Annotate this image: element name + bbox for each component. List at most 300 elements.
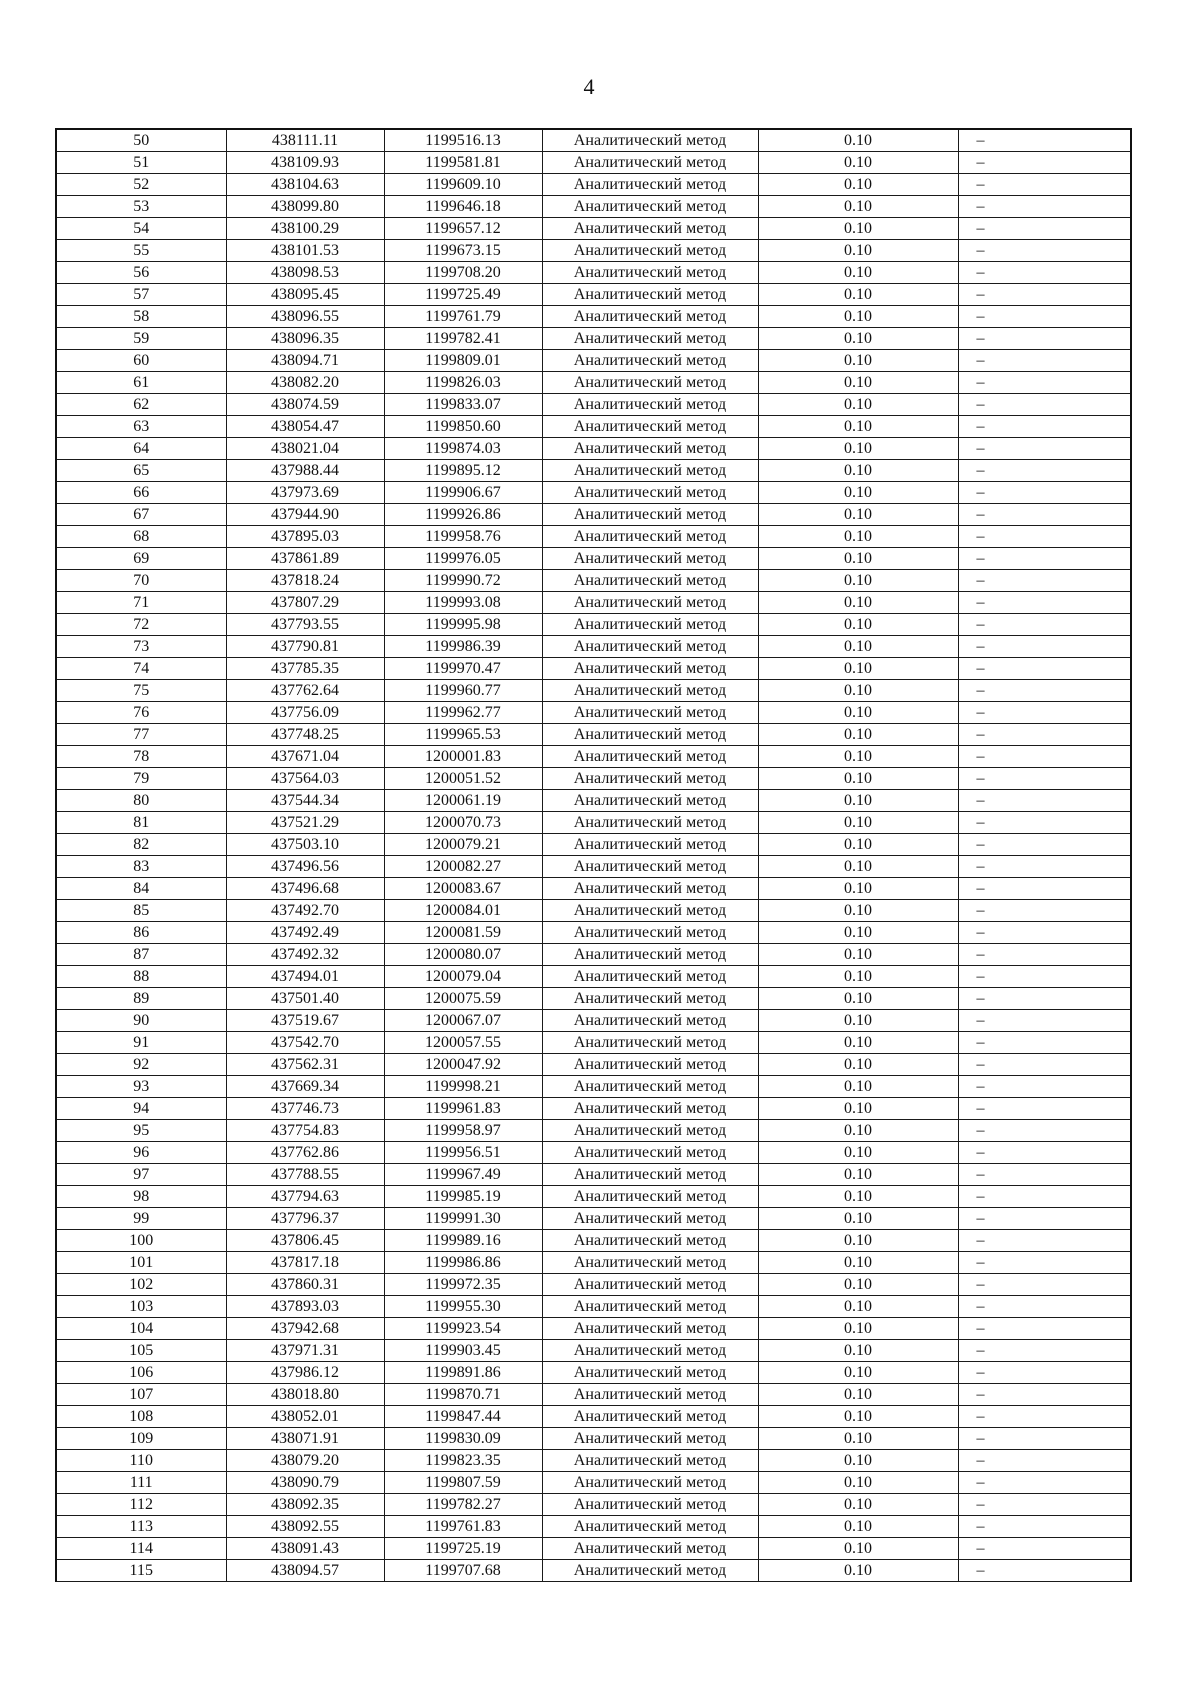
point-number-cell: 106 (56, 1362, 226, 1384)
accuracy-cell: 0.10 (758, 1076, 958, 1098)
y-coordinate-cell: 1200082.27 (384, 856, 542, 878)
note-cell: – (958, 218, 1131, 240)
note-cell: – (958, 1516, 1131, 1538)
x-coordinate-cell: 437521.29 (226, 812, 384, 834)
x-coordinate-cell: 437746.73 (226, 1098, 384, 1120)
note-cell: – (958, 1186, 1131, 1208)
note-cell: – (958, 240, 1131, 262)
x-coordinate-cell: 438074.59 (226, 394, 384, 416)
y-coordinate-cell: 1199995.98 (384, 614, 542, 636)
method-cell: Аналитический метод (542, 1120, 758, 1142)
table-row (56, 746, 1131, 768)
table-row (56, 548, 1131, 570)
table-row (56, 284, 1131, 306)
x-coordinate-cell: 438079.20 (226, 1450, 384, 1472)
x-coordinate-cell: 438094.71 (226, 350, 384, 372)
point-number-cell: 85 (56, 900, 226, 922)
x-coordinate-cell: 438021.04 (226, 438, 384, 460)
note-cell: – (958, 416, 1131, 438)
y-coordinate-cell: 1199958.76 (384, 526, 542, 548)
x-coordinate-cell: 437496.56 (226, 856, 384, 878)
x-coordinate-cell: 437817.18 (226, 1252, 384, 1274)
y-coordinate-cell: 1199961.83 (384, 1098, 542, 1120)
x-coordinate-cell: 437564.03 (226, 768, 384, 790)
note-cell: – (958, 900, 1131, 922)
point-number-cell: 94 (56, 1098, 226, 1120)
x-coordinate-cell: 438109.93 (226, 152, 384, 174)
point-number-cell: 72 (56, 614, 226, 636)
accuracy-cell: 0.10 (758, 1274, 958, 1296)
x-coordinate-cell: 437785.35 (226, 658, 384, 680)
note-cell: – (958, 1450, 1131, 1472)
point-number-cell: 101 (56, 1252, 226, 1274)
point-number-cell: 107 (56, 1384, 226, 1406)
note-cell: – (958, 1560, 1131, 1582)
y-coordinate-cell: 1199956.51 (384, 1142, 542, 1164)
point-number-cell: 56 (56, 262, 226, 284)
x-coordinate-cell: 438090.79 (226, 1472, 384, 1494)
accuracy-cell: 0.10 (758, 790, 958, 812)
y-coordinate-cell: 1199991.30 (384, 1208, 542, 1230)
x-coordinate-cell: 438100.29 (226, 218, 384, 240)
point-number-cell: 59 (56, 328, 226, 350)
x-coordinate-cell: 437756.09 (226, 702, 384, 724)
accuracy-cell: 0.10 (758, 196, 958, 218)
y-coordinate-cell: 1199761.79 (384, 306, 542, 328)
table-row (56, 1428, 1131, 1450)
x-coordinate-cell: 437796.37 (226, 1208, 384, 1230)
accuracy-cell: 0.10 (758, 482, 958, 504)
note-cell: – (958, 129, 1131, 152)
accuracy-cell: 0.10 (758, 240, 958, 262)
point-number-cell: 98 (56, 1186, 226, 1208)
note-cell: – (958, 394, 1131, 416)
point-number-cell: 64 (56, 438, 226, 460)
y-coordinate-cell: 1199986.39 (384, 636, 542, 658)
table-row (56, 1318, 1131, 1340)
table-row (56, 1560, 1131, 1582)
note-cell: – (958, 746, 1131, 768)
accuracy-cell: 0.10 (758, 1560, 958, 1582)
y-coordinate-cell: 1199962.77 (384, 702, 542, 724)
method-cell: Аналитический метод (542, 1098, 758, 1120)
coordinates-table (55, 128, 1132, 1582)
note-cell: – (958, 1472, 1131, 1494)
method-cell: Аналитический метод (542, 1450, 758, 1472)
table-row (56, 350, 1131, 372)
accuracy-cell: 0.10 (758, 1208, 958, 1230)
accuracy-cell: 0.10 (758, 988, 958, 1010)
method-cell: Аналитический метод (542, 1362, 758, 1384)
y-coordinate-cell: 1199581.81 (384, 152, 542, 174)
accuracy-cell: 0.10 (758, 636, 958, 658)
note-cell: – (958, 1010, 1131, 1032)
method-cell: Аналитический метод (542, 636, 758, 658)
x-coordinate-cell: 437754.83 (226, 1120, 384, 1142)
accuracy-cell: 0.10 (758, 944, 958, 966)
point-number-cell: 57 (56, 284, 226, 306)
point-number-cell: 99 (56, 1208, 226, 1230)
y-coordinate-cell: 1199609.10 (384, 174, 542, 196)
y-coordinate-cell: 1199993.08 (384, 592, 542, 614)
y-coordinate-cell: 1199725.49 (384, 284, 542, 306)
y-coordinate-cell: 1199990.72 (384, 570, 542, 592)
point-number-cell: 55 (56, 240, 226, 262)
y-coordinate-cell: 1200081.59 (384, 922, 542, 944)
y-coordinate-cell: 1199895.12 (384, 460, 542, 482)
x-coordinate-cell: 438101.53 (226, 240, 384, 262)
method-cell: Аналитический метод (542, 438, 758, 460)
x-coordinate-cell: 438082.20 (226, 372, 384, 394)
x-coordinate-cell: 438095.45 (226, 284, 384, 306)
note-cell: – (958, 526, 1131, 548)
point-number-cell: 63 (56, 416, 226, 438)
x-coordinate-cell: 437861.89 (226, 548, 384, 570)
accuracy-cell: 0.10 (758, 1230, 958, 1252)
method-cell: Аналитический метод (542, 1516, 758, 1538)
table-row (56, 1120, 1131, 1142)
table-row (56, 1032, 1131, 1054)
accuracy-cell: 0.10 (758, 306, 958, 328)
method-cell: Аналитический метод (542, 152, 758, 174)
note-cell: – (958, 570, 1131, 592)
note-cell: – (958, 658, 1131, 680)
table-row (56, 812, 1131, 834)
note-cell: – (958, 306, 1131, 328)
x-coordinate-cell: 438054.47 (226, 416, 384, 438)
note-cell: – (958, 1032, 1131, 1054)
x-coordinate-cell: 438052.01 (226, 1406, 384, 1428)
accuracy-cell: 0.10 (758, 1010, 958, 1032)
y-coordinate-cell: 1200080.07 (384, 944, 542, 966)
page-number: 4 (583, 74, 595, 99)
accuracy-cell: 0.10 (758, 1340, 958, 1362)
accuracy-cell: 0.10 (758, 724, 958, 746)
x-coordinate-cell: 437793.55 (226, 614, 384, 636)
y-coordinate-cell: 1199847.44 (384, 1406, 542, 1428)
table-row (56, 1054, 1131, 1076)
point-number-cell: 53 (56, 196, 226, 218)
point-number-cell: 113 (56, 1516, 226, 1538)
x-coordinate-cell: 438104.63 (226, 174, 384, 196)
point-number-cell: 73 (56, 636, 226, 658)
method-cell: Аналитический метод (542, 1274, 758, 1296)
point-number-cell: 75 (56, 680, 226, 702)
y-coordinate-cell: 1199965.53 (384, 724, 542, 746)
x-coordinate-cell: 437496.68 (226, 878, 384, 900)
method-cell: Аналитический метод (542, 922, 758, 944)
method-cell: Аналитический метод (542, 460, 758, 482)
x-coordinate-cell: 437762.86 (226, 1142, 384, 1164)
point-number-cell: 97 (56, 1164, 226, 1186)
y-coordinate-cell: 1199970.47 (384, 658, 542, 680)
x-coordinate-cell: 438094.57 (226, 1560, 384, 1582)
point-number-cell: 62 (56, 394, 226, 416)
point-number-cell: 67 (56, 504, 226, 526)
y-coordinate-cell: 1200079.21 (384, 834, 542, 856)
method-cell: Аналитический метод (542, 988, 758, 1010)
method-cell: Аналитический метод (542, 724, 758, 746)
method-cell: Аналитический метод (542, 218, 758, 240)
y-coordinate-cell: 1200001.83 (384, 746, 542, 768)
note-cell: – (958, 328, 1131, 350)
note-cell: – (958, 1362, 1131, 1384)
accuracy-cell: 0.10 (758, 768, 958, 790)
accuracy-cell: 0.10 (758, 966, 958, 988)
accuracy-cell: 0.10 (758, 328, 958, 350)
table-row (56, 1186, 1131, 1208)
table-row (56, 1296, 1131, 1318)
table-row (56, 1450, 1131, 1472)
accuracy-cell: 0.10 (758, 1164, 958, 1186)
table-row (56, 416, 1131, 438)
method-cell: Аналитический метод (542, 482, 758, 504)
y-coordinate-cell: 1199833.07 (384, 394, 542, 416)
y-coordinate-cell: 1199823.35 (384, 1450, 542, 1472)
x-coordinate-cell: 438099.80 (226, 196, 384, 218)
method-cell: Аналитический метод (542, 1186, 758, 1208)
table-row (56, 394, 1131, 416)
note-cell: – (958, 988, 1131, 1010)
accuracy-cell: 0.10 (758, 350, 958, 372)
method-cell: Аналитический метод (542, 350, 758, 372)
accuracy-cell: 0.10 (758, 1362, 958, 1384)
method-cell: Аналитический метод (542, 174, 758, 196)
method-cell: Аналитический метод (542, 284, 758, 306)
note-cell: – (958, 1098, 1131, 1120)
accuracy-cell: 0.10 (758, 1494, 958, 1516)
note-cell: – (958, 856, 1131, 878)
accuracy-cell: 0.10 (758, 1120, 958, 1142)
table-row (56, 196, 1131, 218)
point-number-cell: 90 (56, 1010, 226, 1032)
x-coordinate-cell: 437986.12 (226, 1362, 384, 1384)
y-coordinate-cell: 1199657.12 (384, 218, 542, 240)
note-cell: – (958, 1406, 1131, 1428)
table-row (56, 152, 1131, 174)
table-row (56, 1516, 1131, 1538)
accuracy-cell: 0.10 (758, 218, 958, 240)
x-coordinate-cell: 437893.03 (226, 1296, 384, 1318)
y-coordinate-cell: 1199967.49 (384, 1164, 542, 1186)
accuracy-cell: 0.10 (758, 856, 958, 878)
table-row (56, 856, 1131, 878)
note-cell: – (958, 438, 1131, 460)
point-number-cell: 115 (56, 1560, 226, 1582)
y-coordinate-cell: 1199761.83 (384, 1516, 542, 1538)
accuracy-cell: 0.10 (758, 1296, 958, 1318)
accuracy-cell: 0.10 (758, 394, 958, 416)
y-coordinate-cell: 1199874.03 (384, 438, 542, 460)
table-row (56, 306, 1131, 328)
point-number-cell: 92 (56, 1054, 226, 1076)
table-row (56, 1274, 1131, 1296)
table-row (56, 944, 1131, 966)
note-cell: – (958, 1318, 1131, 1340)
method-cell: Аналитический метод (542, 1340, 758, 1362)
point-number-cell: 80 (56, 790, 226, 812)
method-cell: Аналитический метод (542, 372, 758, 394)
table-row (56, 460, 1131, 482)
note-cell: – (958, 702, 1131, 724)
table-row (56, 328, 1131, 350)
method-cell: Аналитический метод (542, 416, 758, 438)
point-number-cell: 102 (56, 1274, 226, 1296)
table-row (56, 900, 1131, 922)
point-number-cell: 104 (56, 1318, 226, 1340)
note-cell: – (958, 1428, 1131, 1450)
point-number-cell: 112 (56, 1494, 226, 1516)
x-coordinate-cell: 437971.31 (226, 1340, 384, 1362)
method-cell: Аналитический метод (542, 592, 758, 614)
y-coordinate-cell: 1199998.21 (384, 1076, 542, 1098)
y-coordinate-cell: 1200067.07 (384, 1010, 542, 1032)
table-row (56, 790, 1131, 812)
x-coordinate-cell: 437671.04 (226, 746, 384, 768)
y-coordinate-cell: 1200075.59 (384, 988, 542, 1010)
table-row (56, 1362, 1131, 1384)
note-cell: – (958, 460, 1131, 482)
x-coordinate-cell: 437790.81 (226, 636, 384, 658)
table-row (56, 922, 1131, 944)
note-cell: – (958, 482, 1131, 504)
note-cell: – (958, 1164, 1131, 1186)
note-cell: – (958, 944, 1131, 966)
accuracy-cell: 0.10 (758, 129, 958, 152)
accuracy-cell: 0.10 (758, 1054, 958, 1076)
accuracy-cell: 0.10 (758, 460, 958, 482)
note-cell: – (958, 1274, 1131, 1296)
note-cell: – (958, 152, 1131, 174)
table-row (56, 482, 1131, 504)
y-coordinate-cell: 1200083.67 (384, 878, 542, 900)
method-cell: Аналитический метод (542, 1164, 758, 1186)
accuracy-cell: 0.10 (758, 262, 958, 284)
accuracy-cell: 0.10 (758, 878, 958, 900)
note-cell: – (958, 1340, 1131, 1362)
y-coordinate-cell: 1200079.04 (384, 966, 542, 988)
table-row (56, 636, 1131, 658)
method-cell: Аналитический метод (542, 240, 758, 262)
x-coordinate-cell: 437501.40 (226, 988, 384, 1010)
x-coordinate-cell: 437807.29 (226, 592, 384, 614)
point-number-cell: 105 (56, 1340, 226, 1362)
accuracy-cell: 0.10 (758, 812, 958, 834)
point-number-cell: 81 (56, 812, 226, 834)
method-cell: Аналитический метод (542, 526, 758, 548)
method-cell: Аналитический метод (542, 746, 758, 768)
accuracy-cell: 0.10 (758, 570, 958, 592)
point-number-cell: 111 (56, 1472, 226, 1494)
method-cell: Аналитический метод (542, 196, 758, 218)
method-cell: Аналитический метод (542, 614, 758, 636)
note-cell: – (958, 1208, 1131, 1230)
table-row (56, 174, 1131, 196)
accuracy-cell: 0.10 (758, 922, 958, 944)
x-coordinate-cell: 438096.55 (226, 306, 384, 328)
x-coordinate-cell: 437562.31 (226, 1054, 384, 1076)
accuracy-cell: 0.10 (758, 526, 958, 548)
table-row (56, 1076, 1131, 1098)
y-coordinate-cell: 1199960.77 (384, 680, 542, 702)
note-cell: – (958, 372, 1131, 394)
table-row (56, 834, 1131, 856)
y-coordinate-cell: 1199826.03 (384, 372, 542, 394)
method-cell: Аналитический метод (542, 900, 758, 922)
note-cell: – (958, 724, 1131, 746)
note-cell: – (958, 1494, 1131, 1516)
note-cell: – (958, 966, 1131, 988)
point-number-cell: 70 (56, 570, 226, 592)
note-cell: – (958, 1296, 1131, 1318)
method-cell: Аналитический метод (542, 1318, 758, 1340)
method-cell: Аналитический метод (542, 834, 758, 856)
y-coordinate-cell: 1199903.45 (384, 1340, 542, 1362)
table-row (56, 680, 1131, 702)
note-cell: – (958, 196, 1131, 218)
accuracy-cell: 0.10 (758, 702, 958, 724)
note-cell: – (958, 812, 1131, 834)
accuracy-cell: 0.10 (758, 372, 958, 394)
method-cell: Аналитический метод (542, 658, 758, 680)
method-cell: Аналитический метод (542, 1296, 758, 1318)
method-cell: Аналитический метод (542, 1230, 758, 1252)
table-row (56, 878, 1131, 900)
y-coordinate-cell: 1199516.13 (384, 129, 542, 152)
method-cell: Аналитический метод (542, 1208, 758, 1230)
x-coordinate-cell: 437494.01 (226, 966, 384, 988)
y-coordinate-cell: 1199673.15 (384, 240, 542, 262)
accuracy-cell: 0.10 (758, 900, 958, 922)
point-number-cell: 71 (56, 592, 226, 614)
note-cell: – (958, 1538, 1131, 1560)
x-coordinate-cell: 437503.10 (226, 834, 384, 856)
method-cell: Аналитический метод (542, 1428, 758, 1450)
note-cell: – (958, 1252, 1131, 1274)
method-cell: Аналитический метод (542, 856, 758, 878)
accuracy-cell: 0.10 (758, 504, 958, 526)
table-row (56, 1208, 1131, 1230)
note-cell: – (958, 284, 1131, 306)
table-row (56, 262, 1131, 284)
x-coordinate-cell: 437492.32 (226, 944, 384, 966)
method-cell: Аналитический метод (542, 790, 758, 812)
x-coordinate-cell: 437748.25 (226, 724, 384, 746)
table-row (56, 592, 1131, 614)
method-cell: Аналитический метод (542, 1142, 758, 1164)
accuracy-cell: 0.10 (758, 1406, 958, 1428)
table-row (56, 1164, 1131, 1186)
x-coordinate-cell: 437669.34 (226, 1076, 384, 1098)
accuracy-cell: 0.10 (758, 592, 958, 614)
accuracy-cell: 0.10 (758, 1032, 958, 1054)
table-row (56, 1340, 1131, 1362)
note-cell: – (958, 922, 1131, 944)
table-row (56, 570, 1131, 592)
y-coordinate-cell: 1199782.41 (384, 328, 542, 350)
method-cell: Аналитический метод (542, 966, 758, 988)
table-row (56, 526, 1131, 548)
point-number-cell: 79 (56, 768, 226, 790)
table-row (56, 658, 1131, 680)
point-number-cell: 58 (56, 306, 226, 328)
point-number-cell: 66 (56, 482, 226, 504)
accuracy-cell: 0.10 (758, 658, 958, 680)
accuracy-cell: 0.10 (758, 1538, 958, 1560)
method-cell: Аналитический метод (542, 878, 758, 900)
table-row (56, 1010, 1131, 1032)
accuracy-cell: 0.10 (758, 1450, 958, 1472)
